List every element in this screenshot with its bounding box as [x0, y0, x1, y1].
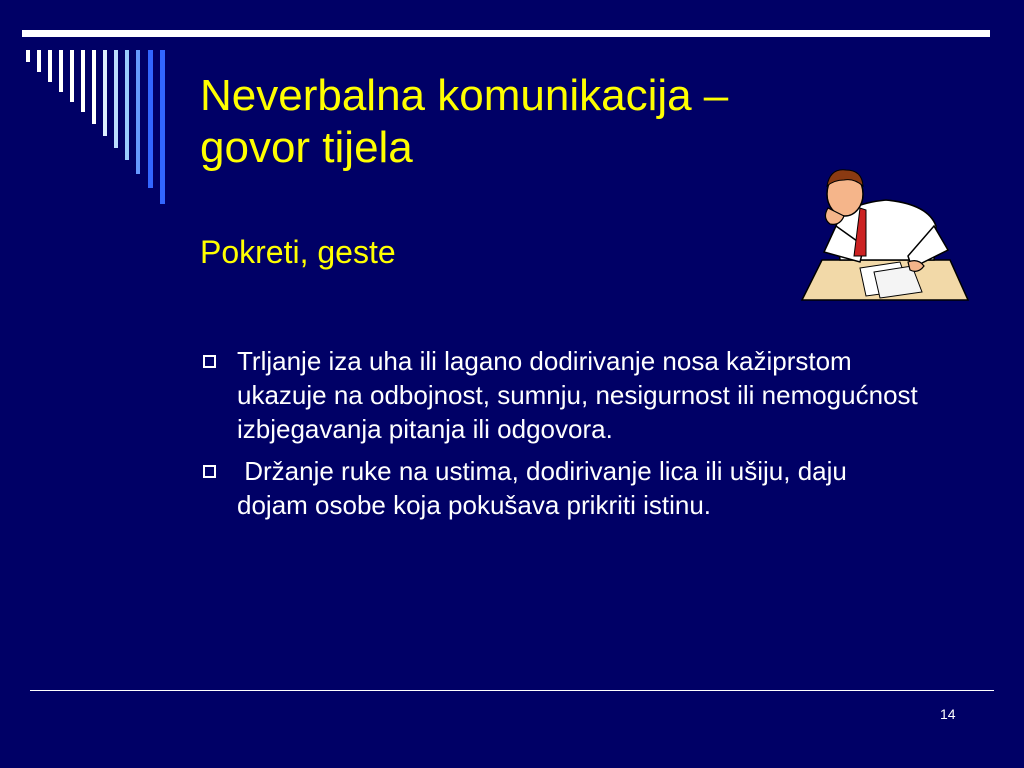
bullet-text: Držanje ruke na ustima, dodirivanje lica ili ušiju, daju dojam osobe koja pokušava prikriti istinu.	[237, 456, 855, 520]
square-bullet-icon	[203, 465, 216, 478]
page-number: 14	[940, 706, 956, 722]
decorative-bar	[37, 50, 41, 72]
decorative-bars	[0, 0, 180, 220]
slide-title: Neverbalna komunikacija – govor tijela	[200, 71, 729, 172]
decorative-bar	[160, 50, 165, 204]
decorative-bar	[26, 50, 30, 62]
decorative-bar	[148, 50, 153, 188]
decorative-bar	[125, 50, 129, 160]
decorative-bar	[114, 50, 118, 148]
square-bullet-icon	[203, 355, 216, 368]
bullet-item	[200, 344, 920, 446]
decorative-bar	[81, 50, 85, 112]
bottom-rule	[30, 690, 994, 691]
decorative-bar	[92, 50, 96, 124]
decorative-bar	[136, 50, 140, 174]
bullet-list	[200, 344, 920, 530]
bullet-text: Trljanje iza uha ili lagano dodirivanje nosa kažiprstom ukazuje na odbojnost, sumnju, nesigurnost ili nemogućnost izbjegavanja pitanja ili odgovora.	[237, 346, 918, 444]
bored-man-at-desk-icon	[800, 164, 970, 304]
slide-subtitle: Pokreti, geste	[200, 234, 396, 270]
decorative-bar	[103, 50, 107, 136]
decorative-bar	[70, 50, 74, 102]
bullet-item	[200, 454, 920, 522]
decorative-bar	[59, 50, 63, 92]
decorative-bar	[48, 50, 52, 82]
